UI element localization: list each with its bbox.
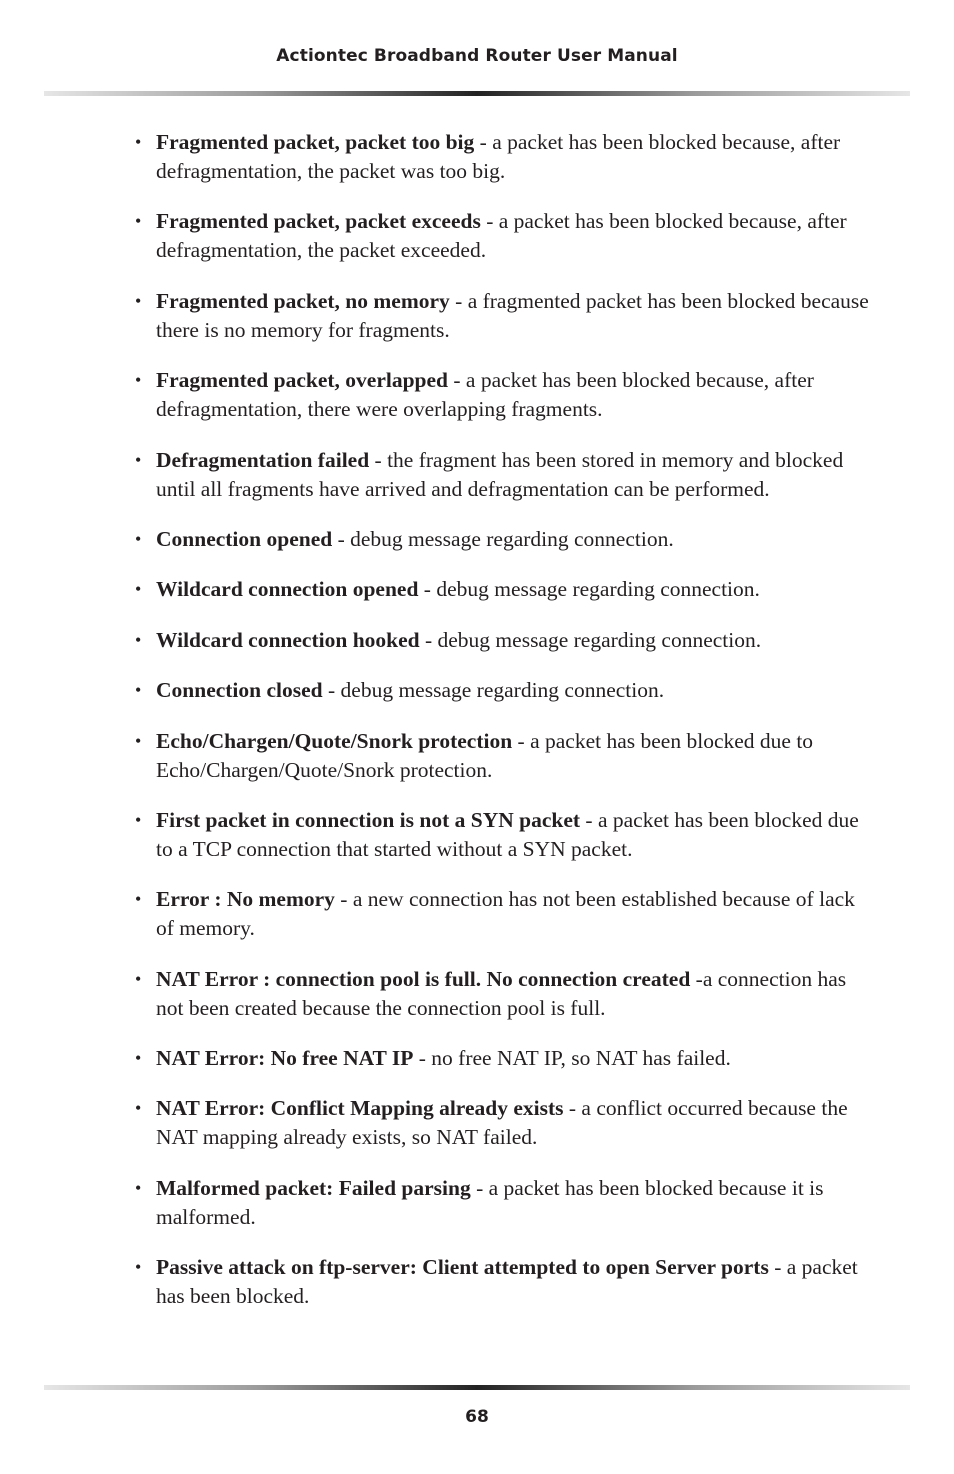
bullet-icon: • (135, 290, 142, 311)
item-description: - debug message regarding connection. (332, 526, 674, 551)
item-description: - a packet has been blocked because, after defragmentation, there were overlapping fragments. (156, 368, 814, 422)
list-item (135, 676, 870, 705)
bullet-icon: • (135, 211, 142, 232)
item-description: -a connection has not been created because the connection pool is full. (156, 966, 847, 1020)
item-term: Fragmented packet, overlapped (156, 368, 449, 393)
list-item (135, 128, 870, 186)
list-item (135, 1174, 870, 1232)
list-item (135, 1253, 870, 1311)
list-item (135, 626, 870, 655)
item-description: - debug message regarding connection. (419, 627, 762, 652)
bullet-icon: • (135, 730, 142, 751)
item-term: Wildcard connection hooked (156, 627, 420, 652)
list-item (135, 727, 870, 785)
list-item (135, 806, 870, 864)
list-item (135, 525, 870, 554)
list-item (135, 287, 870, 345)
item-term: Wildcard connection opened (156, 577, 419, 602)
bullet-icon: • (135, 889, 142, 910)
list-item (135, 366, 870, 424)
list-item (135, 1094, 870, 1152)
bullet-icon: • (135, 132, 142, 152)
bullet-icon: • (135, 1048, 142, 1069)
bullet-icon: • (135, 1257, 142, 1278)
item-description: - a conflict occurred because the NAT mapping already exists, so NAT failed. (156, 1096, 848, 1150)
item-description: - a fragmented packet has been blocked because there is no memory for fragments. (156, 288, 869, 342)
item-description: - debug message regarding connection. (418, 577, 760, 602)
list-item (135, 885, 870, 943)
bullet-icon: • (135, 579, 142, 600)
bullet-icon: • (135, 1098, 142, 1119)
bullet-icon: • (135, 370, 142, 391)
bullet-icon: • (135, 629, 142, 650)
item-term: Echo/Chargen/Quote/Snork protection (156, 728, 513, 753)
item-term: Connection opened (156, 526, 333, 551)
bullet-icon: • (135, 680, 142, 701)
item-description: - a packet has been blocked because, after defragmentation, the packet exceeded. (156, 209, 847, 263)
list-item (135, 446, 870, 504)
bullet-icon: • (135, 528, 142, 549)
item-term: Passive attack on ftp-server: Client attempted to open Server ports (156, 1255, 769, 1280)
list-item (135, 1044, 870, 1073)
item-description: - a packet has been blocked because it is malformed. (156, 1175, 824, 1229)
item-term: Fragmented packet, packet exceeds (156, 209, 481, 234)
item-description: - a new connection has not been established because of lack of memory. (156, 887, 855, 941)
item-term: Connection closed (156, 678, 323, 703)
item-description: - a packet has been blocked due to a TCP connection that started without a SYN packet. (156, 807, 859, 861)
list-item (135, 965, 870, 1023)
item-term: Defragmentation failed (156, 447, 370, 472)
page-number: 68 (465, 1407, 489, 1427)
item-term: NAT Error : connection pool is full. No connection created (156, 966, 691, 991)
bullet-icon: • (135, 449, 142, 470)
list-item (135, 207, 870, 265)
item-description: - no free NAT IP, so NAT has failed. (413, 1046, 731, 1071)
log-message-list (135, 128, 870, 1333)
item-term: NAT Error: No free NAT IP (156, 1046, 414, 1071)
item-term: NAT Error: Conflict Mapping already exists (156, 1096, 564, 1121)
header-divider (44, 91, 910, 96)
item-term: Error : No memory (156, 887, 335, 912)
item-term: Malformed packet: Failed parsing (156, 1175, 471, 1200)
item-term: First packet in connection is not a SYN packet (156, 807, 581, 832)
bullet-icon: • (135, 968, 142, 989)
running-header-title: Actiontec Broadband Router User Manual (276, 46, 678, 66)
item-term: Fragmented packet, no memory (156, 288, 450, 313)
footer-divider (44, 1385, 910, 1390)
item-description: - a packet has been blocked due to Echo/Chargen/Quote/Snork protection. (156, 728, 814, 782)
bullet-icon: • (135, 809, 142, 830)
item-description: - debug message regarding connection. (322, 678, 665, 703)
bullet-icon: • (135, 1177, 142, 1198)
item-description: - a packet has been blocked. (156, 1255, 858, 1309)
list-item (135, 575, 870, 604)
item-description: - a packet has been blocked because, after defragmentation, the packet was too big. (156, 130, 841, 183)
item-term: Fragmented packet, packet too big (156, 130, 475, 154)
item-description: - the fragment has been stored in memory and blocked until all fragments have arrived and defragmentation can be performed. (156, 447, 844, 501)
